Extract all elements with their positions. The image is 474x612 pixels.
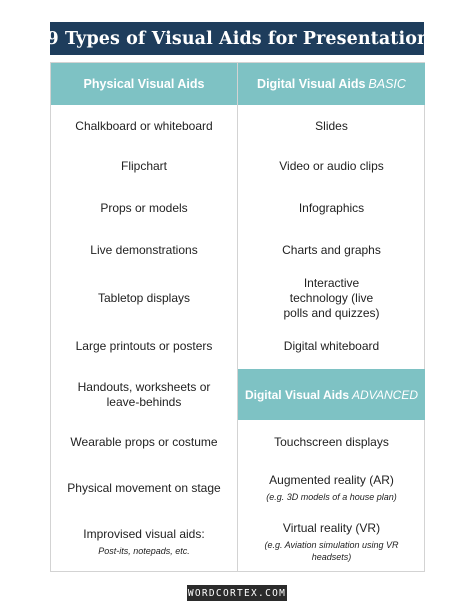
visual-aids-table [50,62,425,572]
physical-item-label: Improvised visual aids: [83,527,205,541]
physical-item-label: Chalkboard or whiteboard [75,118,213,133]
physical-item-handouts [51,369,237,420]
digital-item-slides [238,107,425,145]
digital-item-label: Virtual reality (VR) [282,521,381,535]
digital-advanced-header [238,369,425,420]
physical-item-props [51,189,237,227]
physical-item-label: Large printouts or posters [75,338,213,353]
digital-item-touchscreen [238,423,425,461]
digital-item-interactive [238,273,425,323]
basic-tag: BASIC [368,77,406,91]
digital-item-label: Charts and graphs [282,242,381,257]
physical-item-label: Flipchart [120,158,167,173]
physical-item-wearable [51,423,237,461]
digital-advanced-header-label: Digital Visual Aids [244,387,349,402]
digital-item-label: Infographics [298,200,365,215]
physical-item-printouts [51,327,237,365]
physical-item-chalkboard [51,107,237,145]
digital-basic-header [238,63,425,105]
digital-item-label: Interactive technology (live polls and quizzes) [283,275,380,320]
physical-item-label: Live demonstrations [90,242,198,257]
physical-item-note: Post-its, notepads, etc. [98,546,190,556]
digital-item-charts [238,231,425,269]
physical-item-live-demos [51,231,237,269]
digital-item-video-audio [238,147,425,185]
digital-item-label: Augmented reality (AR) [269,473,394,487]
digital-item-label: Slides [315,118,348,133]
physical-item-flipchart [51,147,237,185]
physical-item-label: Physical movement on stage [67,480,221,495]
brand-badge: WORDCORTEX.COM [187,585,287,601]
physical-item-label: Wearable props or costume [70,434,218,449]
physical-item-label: Tabletop displays [97,290,191,305]
digital-item-whiteboard [238,327,425,365]
digital-item-note: (e.g. Aviation simulation using VR headsets) [264,540,399,562]
physical-item-improvised [51,515,237,569]
advanced-tag: ADVANCED [352,387,419,402]
digital-basic-header-label: Digital Visual Aids [257,77,366,91]
physical-item-movement [51,465,237,511]
digital-item-label: Video or audio clips [279,158,384,173]
physical-item-label: Handouts, worksheets or leave-behinds [77,379,211,409]
physical-header: Physical Visual Aids [51,63,237,105]
digital-item-label: Touchscreen displays [274,434,389,449]
digital-item-ar [238,465,425,511]
page-title: 19 Types of Visual Aids for Presentations [50,22,424,55]
physical-item-tabletop [51,273,237,323]
digital-item-label: Digital whiteboard [283,338,380,353]
digital-item-vr [238,515,425,569]
digital-item-infographics [238,189,425,227]
digital-item-note: (e.g. 3D models of a house plan) [266,492,397,502]
physical-item-label: Props or models [100,200,188,215]
